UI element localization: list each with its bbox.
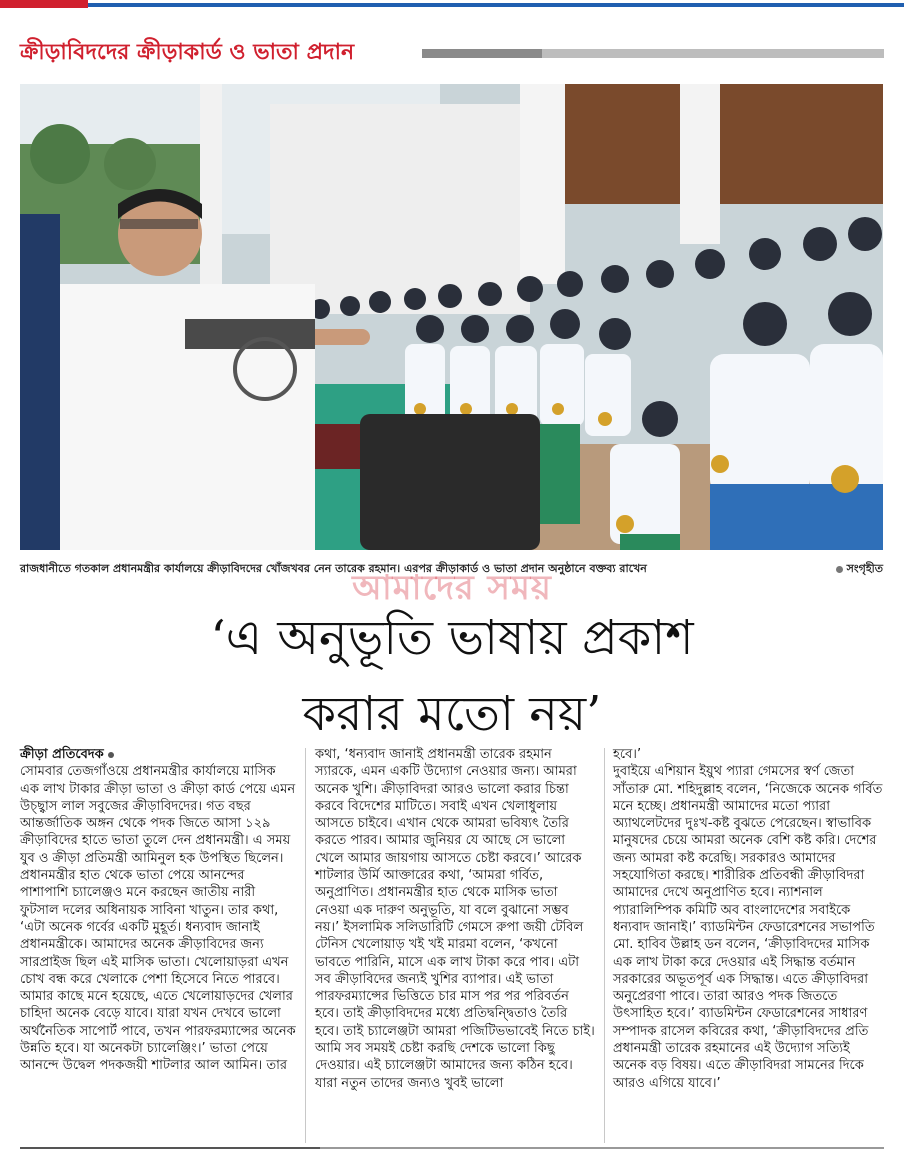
headline (40, 600, 864, 752)
article-paragraph: হবে।’ (613, 747, 642, 762)
article-column-2 (315, 746, 595, 1092)
section-title: ক্রীড়াবিদদের ক্রীড়াকার্ড ও ভাতা প্রদান (20, 40, 355, 65)
column-divider (305, 748, 306, 1143)
section-header (20, 36, 884, 70)
article-paragraph: প্রধানমন্ত্রীর হাত থেকে ভাতা পেয়ে আনন্দের পাশাপাশি চ্যালেঞ্জও মনে করছেন জাতীয় নারী ফুটসাল দলের অধিনায়ক সাবিনা খাতুন। তার কথা, ‘এটা অনেক গর্বের একটি মুহূর্ত। ধন্যবাদ জানাই প্রধানমন্ত্রীকে। আমাদের অনেক ক্রীড়াবিদের জন্য সারপ্রাইজ ছিল এই মাসিক ভাতা। খেলোয়াড়রা এখন চোখ বন্ধ করে খেলাকে পেশা হিসেবে নিতে পারবে। আমার কাছে মনে হয়েছে, এতে খেলোয়াড়দের খেলার চাহিদা অনেক বেড়ে যাবে। যারা যখন দেখবে ভালো অর্থনৈতিক সাপোর্ট পাবে, তখন পারফরম্যান্সের অনেক উন্নতি হবে। যা অনেকটা চ্যালেঞ্জিং।’ ভাতা পেয়ে আনন্দে উদ্বেল পদকজয়ী শাটলার আল আমিন। তার (20, 868, 296, 1074)
photo-illustration (20, 84, 883, 550)
section-divider-bar (422, 49, 884, 58)
top-rule-blue-segment (88, 3, 904, 7)
article-column-1 (20, 746, 296, 1075)
article-paragraph: কথা, ‘ধন্যবাদ জানাই প্রধানমন্ত্রী তারেক রহমান স্যারকে, এমন একটি উদ্যোগ নেওয়ার জন্য। আমরা অনেক খুশি। ক্রীড়াবিদরা আরও ভালো করার চিন্তা করবে বিদেশের মাটিতে। সবাই এখন খেলাধুলায় আসতে চাইবে। এখান থেকে আমরা ভবিষ্যৎ তৈরি করতে পারব। আমার জুনিয়র যে আছে সে ভালো খেলে আমার জায়গায় আসতে চেষ্টা করবে।’ আরেক শাটলার উর্মি আক্তারের কথা, ‘আমরা গর্বিত, অনুপ্রাণিত। প্রধানমন্ত্রীর হাত থেকে মাসিক ভাতা নেওয়া এক দারুণ অনুভূতি, যা বলে বুঝানো সম্ভব নয়।’ ইসলামিক সলিডারিটি গেমসে রুপা জয়ী টেবিল টেনিস খেলোয়াড় খই খই মারমা বলেন, ‘কখনো ভাবতে পারিনি, মাসে এক লাখ টাকা করে পাব। এটা সব ক্রীড়াবিদের জন্যই খুশির ব্যাপার। এই ভাতা পারফরম্যান্সের ভিত্তিতে চার মাস পর পর পরিবর্তন হবে। তাই ক্রীড়াবিদদের মধ্যে প্রতিদ্বন্দ্বিতাও তৈরি হবে। তাই চ্যালেঞ্জটা আমরা পজিটিভভাবেই নিতে চাই। আমি সব সময়ই চেষ্টা করছি দেশকে ভালো কিছু দেওয়ার। এই চ্যালেঞ্জটা আমাদের জন্য কঠিন হবে। যারা নতুন তাদের জন্যও খুবই ভালো (315, 747, 595, 1091)
column-divider (604, 748, 605, 1143)
credit-dot-icon (836, 566, 843, 573)
headline-line-1: ‘এ অনুভূতি ভাষায় প্রকাশ (210, 610, 694, 666)
photo-credit-text: সংগৃহীত (846, 562, 883, 575)
bottom-rule (20, 1147, 884, 1149)
headline-line-2: করার মতো নয়’ (302, 686, 602, 742)
byline-dot-icon (108, 752, 114, 758)
top-rule-red-segment (0, 0, 88, 8)
article-paragraph: সোমবার তেজগাঁওয়ে প্রধানমন্ত্রীর কার্যালয়ে মাসিক এক লাখ টাকার ক্রীড়া ভাতা ও ক্রীড়া কার্ড পেয়ে এমন উচ্ছ্বাস লাল সবুজের ক্রীড়াবিদদের। গত বছর আন্তর্জাতিক অঙ্গন থেকে পদক জিতে আসা ১২৯ ক্রীড়াবিদের হাতে ভাতা তুলে দেন প্রধানমন্ত্রী। এ সময় যুব ও ক্রীড়া প্রতিমন্ত্রী আমিনুল হক উপস্থিত ছিলেন। (20, 764, 296, 866)
byline (20, 746, 296, 763)
top-color-rule (0, 0, 904, 8)
article-paragraph: দুবাইয়ে এশিয়ান ইয়ুথ প্যারা গেমসের স্বর্ণ জেতা সাঁতারু মো. শহিদুল্লাহ বলেন, ‘নিজেকে অনেক গর্বিত মনে হচ্ছে। প্রধানমন্ত্রী আমাদের মতো প্যারা অ্যাথলেটদের দুঃখ-কষ্ট বুঝতে পেরেছেন। স্বাভাবিক মানুষদের চেয়ে আমরা অনেক বেশি কষ্ট করি। দেশের জন্য আমরা কষ্ট করেছি। সরকারও আমাদের সহযোগিতা করছে। শারীরিক প্রতিবন্ধী ক্রীড়াবিদরা আমাদের দেখে অনুপ্রাণিত হবে। ন্যাশনাল প্যারালিম্পিক কমিটি অব বাংলাদেশের সবাইকে ধন্যবাদ জানাই।’ ব্যাডমিন্টন ফেডারেশনের সভাপতি মো. হাবিব উল্লাহ ডন বলেন, ‘ক্রীড়াবিদদের মাসিক এক লাখ টাকা করে দেওয়ার এই সিদ্ধান্ত বর্তমান সরকারের অভূতপূর্ব এক সিদ্ধান্ত। এতে ক্রীড়াবিদরা অনুপ্রেরণা পাবে। তারা আরও পদক জিততে উৎসাহিত হবে।’ ব্যাডমিন্টন ফেডারেশনের সাধারণ সম্পাদক রাসেল কবিরের কথা, ‘ক্রীড়াবিদদের প্রতি প্রধানমন্ত্রী তারেক রহমানের এই উদ্যোগ সত্যিই অনেক বড় বিষয়। এতে ক্রীড়াবিদরা সামনের দিকে আরও এগিয়ে যাবে।’ (613, 764, 883, 1091)
news-photo (20, 84, 883, 550)
newspaper-watermark: আমাদের সময় (352, 568, 552, 608)
photo-caption: রাজধানীতে গতকাল প্রধানমন্ত্রীর কার্যালয়ে ক্রীড়াবিদদের খোঁজখবর নেন তারেক রহমান। এরপর ক্রীড়াকার্ড ও ভাতা প্রদান অনুষ্ঠানে বক্তব্য রাখেন (20, 562, 647, 575)
byline-text: ক্রীড়া প্রতিবেদক (20, 747, 104, 762)
article-column-3 (613, 746, 883, 1092)
photo-credit (836, 560, 883, 579)
